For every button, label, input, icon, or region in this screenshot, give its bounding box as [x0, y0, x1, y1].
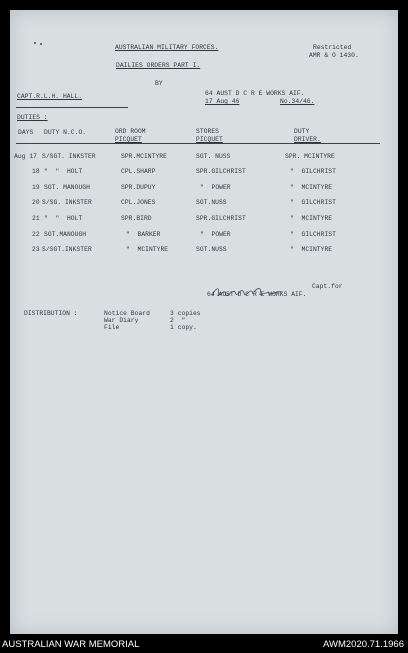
table-row: [10, 246, 398, 254]
row-driver: SPR. MCINTYRE: [285, 153, 335, 160]
distribution-item: War Diary: [104, 317, 139, 324]
distribution-item: File: [104, 324, 120, 331]
issuing-officer: CAPT.R.L.H. HALL.: [17, 93, 83, 100]
distribution-qty: 3 copies: [170, 310, 201, 317]
row-nco: S/SGT.INKSTER: [42, 246, 92, 253]
row-day: 23: [32, 246, 40, 253]
row-nco: " " HOLT: [44, 168, 83, 175]
table-row: [10, 168, 398, 176]
order-date: 17 Aug 46: [205, 98, 240, 105]
row-ord-picquet: SPR.DUPUY: [121, 184, 156, 191]
table-row: [10, 153, 398, 161]
table-row: [10, 231, 398, 239]
row-stores-picquet: " POWER: [200, 231, 231, 238]
row-nco: SGT. MANOUGH: [44, 184, 90, 191]
document-heading: AUSTRALIAN MILITARY FORCES.: [115, 44, 219, 51]
duties-label: DUTIES :: [17, 114, 48, 121]
header-nco: DUTY N.C.O.: [44, 129, 87, 136]
row-driver: " GILCHRIST: [290, 168, 336, 175]
table-row: [10, 199, 398, 207]
row-stores-picquet: " POWER: [200, 184, 231, 191]
header-ord-room: ORD ROOM: [115, 128, 146, 135]
header-days: DAYS: [18, 129, 34, 136]
header-stores-picquet: PICQUET: [196, 136, 223, 143]
table-row: [10, 215, 398, 223]
header-stores: STORES: [196, 128, 219, 135]
form-reference: AMR & O 1430.: [309, 52, 359, 59]
footer-institution: AUSTRALIAN WAR MEMORIAL: [2, 639, 140, 650]
row-stores-picquet: SPR.GILCHRIST: [196, 215, 246, 222]
row-day: 21: [32, 215, 40, 222]
distribution-label: DISTRIBUTION :: [24, 310, 78, 317]
header-ord-picquet: PICQUET: [115, 136, 142, 143]
row-stores-picquet: SGT.NUSS: [196, 199, 227, 206]
row-nco: " " HOLT: [44, 215, 83, 222]
distribution-item: Notice Board: [104, 310, 150, 317]
document-sheet: [10, 10, 398, 634]
row-driver: " MCINTYRE: [290, 246, 333, 253]
row-driver: " MCINTYRE: [290, 215, 333, 222]
order-number: No.34/46.: [280, 98, 315, 105]
divider-line: [16, 107, 128, 108]
row-stores-picquet: SGT.NUSS: [196, 246, 227, 253]
unit-name: 64 AUST D C R E WORKS AIF.: [205, 90, 305, 97]
row-driver: " MCINTYRE: [290, 184, 333, 191]
by-label: BY: [155, 80, 163, 87]
row-day: 20: [32, 199, 40, 206]
row-driver: " GILCHRIST: [290, 199, 336, 206]
header-driver: DRIVER.: [294, 136, 321, 143]
row-ord-picquet: CPL.JONES: [121, 199, 156, 206]
row-ord-picquet: " MCINTYRE: [126, 246, 169, 253]
row-driver: " GILCHRIST: [290, 231, 336, 238]
orders-title: DAILIES ORDERS PART I.: [116, 62, 201, 69]
distribution-qty: 2 ": [170, 317, 186, 324]
archive-footer: [0, 634, 408, 653]
footer-accession-number: AWM2020.71.1966: [323, 639, 404, 650]
signatory-unit: 64 AUST D C R E WORKS AIF.: [207, 291, 307, 298]
header-rule: [16, 143, 380, 144]
header-duty: DUTY: [294, 128, 310, 135]
row-day: 22: [32, 231, 40, 238]
row-stores-picquet: SGT. NUSS: [196, 153, 231, 160]
row-nco: S/SG. INKSTER: [42, 199, 92, 206]
row-ord-picquet: CPL.SHARP: [121, 168, 156, 175]
row-ord-picquet: SPR.MCINTYRE: [121, 153, 167, 160]
row-ord-picquet: SPR.BIRD: [121, 215, 152, 222]
punch-mark: [40, 43, 42, 45]
distribution-qty: 1 copy.: [170, 324, 197, 331]
punch-mark: [34, 42, 36, 44]
row-day: 18: [32, 168, 40, 175]
row-ord-picquet: " BARKER: [126, 231, 161, 238]
row-day: 19: [32, 184, 40, 191]
row-day: Aug 17: [14, 153, 37, 160]
row-stores-picquet: SPR.GILCHRIST: [196, 168, 246, 175]
classification: Restricted: [313, 44, 352, 51]
row-nco: SGT.MANOUGH: [44, 231, 87, 238]
signatory-title: Capt.for: [312, 283, 343, 290]
table-row: [10, 184, 398, 192]
row-nco: S/SGT. INKSTER: [42, 153, 96, 160]
